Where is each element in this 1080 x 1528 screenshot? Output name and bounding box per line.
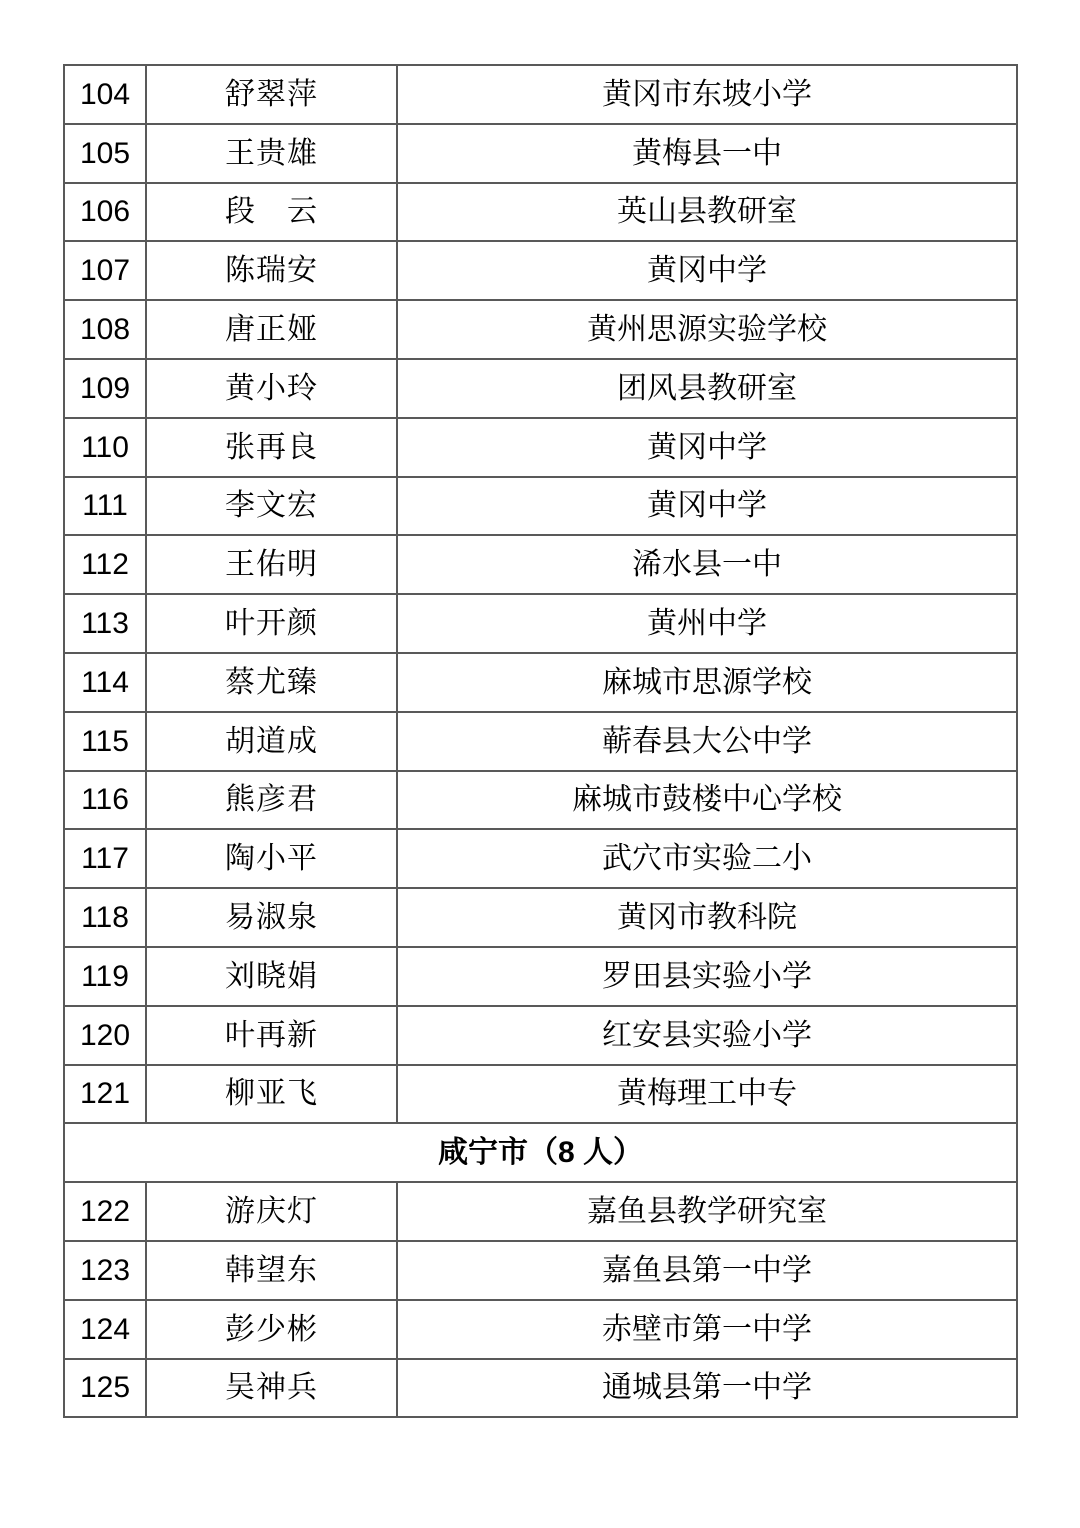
row-number-cell: 115 [64, 712, 146, 771]
row-number-cell: 114 [64, 653, 146, 712]
table-row [64, 712, 1017, 771]
name-cell: 唐正娅 [146, 300, 397, 359]
name-cell: 柳亚飞 [146, 1065, 397, 1124]
organization-cell: 黄冈市东坡小学 [397, 65, 1017, 124]
organization-cell: 赤壁市第一中学 [397, 1300, 1017, 1359]
table-row [64, 771, 1017, 830]
row-number-cell: 110 [64, 418, 146, 477]
organization-cell: 红安县实验小学 [397, 1006, 1017, 1065]
name-cell: 李文宏 [146, 477, 397, 536]
row-number-cell: 125 [64, 1359, 146, 1418]
organization-cell: 黄州思源实验学校 [397, 300, 1017, 359]
organization-cell: 黄冈中学 [397, 241, 1017, 300]
organization-cell: 武穴市实验二小 [397, 829, 1017, 888]
table-row [64, 888, 1017, 947]
organization-cell: 黄梅县一中 [397, 124, 1017, 183]
row-number-cell: 117 [64, 829, 146, 888]
organization-cell: 黄州中学 [397, 594, 1017, 653]
organization-cell: 通城县第一中学 [397, 1359, 1017, 1418]
name-cell: 吴神兵 [146, 1359, 397, 1418]
name-cell: 陶小平 [146, 829, 397, 888]
table-row [64, 829, 1017, 888]
table-row [64, 535, 1017, 594]
organization-cell: 团风县教研室 [397, 359, 1017, 418]
row-number-cell: 116 [64, 771, 146, 830]
row-number-cell: 120 [64, 1006, 146, 1065]
organization-cell: 英山县教研室 [397, 183, 1017, 242]
row-number-cell: 111 [64, 477, 146, 536]
row-number-cell: 104 [64, 65, 146, 124]
organization-cell: 嘉鱼县教学研究室 [397, 1182, 1017, 1241]
table-row [64, 359, 1017, 418]
table-row [64, 1065, 1017, 1124]
name-cell: 黄小玲 [146, 359, 397, 418]
row-number-cell: 108 [64, 300, 146, 359]
row-number-cell: 122 [64, 1182, 146, 1241]
organization-cell: 罗田县实验小学 [397, 947, 1017, 1006]
row-number-cell: 118 [64, 888, 146, 947]
row-number-cell: 107 [64, 241, 146, 300]
table-row [64, 418, 1017, 477]
name-cell: 游庆灯 [146, 1182, 397, 1241]
row-number-cell: 119 [64, 947, 146, 1006]
organization-cell: 蕲春县大公中学 [397, 712, 1017, 771]
table-row [64, 947, 1017, 1006]
section-header-row [64, 1123, 1017, 1182]
name-cell: 叶再新 [146, 1006, 397, 1065]
table-row [64, 477, 1017, 536]
row-number-cell: 113 [64, 594, 146, 653]
roster-table-body [64, 65, 1017, 1417]
name-cell: 张再良 [146, 418, 397, 477]
name-cell: 段 云 [146, 183, 397, 242]
table-row [64, 1182, 1017, 1241]
organization-cell: 嘉鱼县第一中学 [397, 1241, 1017, 1300]
name-cell: 韩望东 [146, 1241, 397, 1300]
name-cell: 陈瑞安 [146, 241, 397, 300]
table-row [64, 1359, 1017, 1418]
row-number-cell: 123 [64, 1241, 146, 1300]
organization-cell: 黄冈中学 [397, 418, 1017, 477]
table-row [64, 594, 1017, 653]
table-row [64, 183, 1017, 242]
table-row [64, 653, 1017, 712]
organization-cell: 黄冈中学 [397, 477, 1017, 536]
name-cell: 叶开颜 [146, 594, 397, 653]
section-header: 咸宁市（8 人） [64, 1123, 1017, 1182]
name-cell: 舒翠萍 [146, 65, 397, 124]
name-cell: 蔡尤臻 [146, 653, 397, 712]
row-number-cell: 121 [64, 1065, 146, 1124]
organization-cell: 黄冈市教科院 [397, 888, 1017, 947]
name-cell: 熊彦君 [146, 771, 397, 830]
organization-cell: 麻城市思源学校 [397, 653, 1017, 712]
organization-cell: 黄梅理工中专 [397, 1065, 1017, 1124]
name-cell: 王佑明 [146, 535, 397, 594]
name-cell: 胡道成 [146, 712, 397, 771]
table-row [64, 65, 1017, 124]
name-cell: 易淑泉 [146, 888, 397, 947]
row-number-cell: 124 [64, 1300, 146, 1359]
table-row [64, 241, 1017, 300]
row-number-cell: 105 [64, 124, 146, 183]
table-row [64, 1241, 1017, 1300]
organization-cell: 麻城市鼓楼中心学校 [397, 771, 1017, 830]
row-number-cell: 112 [64, 535, 146, 594]
name-cell: 王贵雄 [146, 124, 397, 183]
organization-cell: 浠水县一中 [397, 535, 1017, 594]
table-row [64, 300, 1017, 359]
table-row [64, 1006, 1017, 1065]
row-number-cell: 106 [64, 183, 146, 242]
table-row [64, 1300, 1017, 1359]
row-number-cell: 109 [64, 359, 146, 418]
table-row [64, 124, 1017, 183]
name-cell: 彭少彬 [146, 1300, 397, 1359]
name-cell: 刘晓娟 [146, 947, 397, 1006]
roster-table [63, 64, 1018, 1418]
